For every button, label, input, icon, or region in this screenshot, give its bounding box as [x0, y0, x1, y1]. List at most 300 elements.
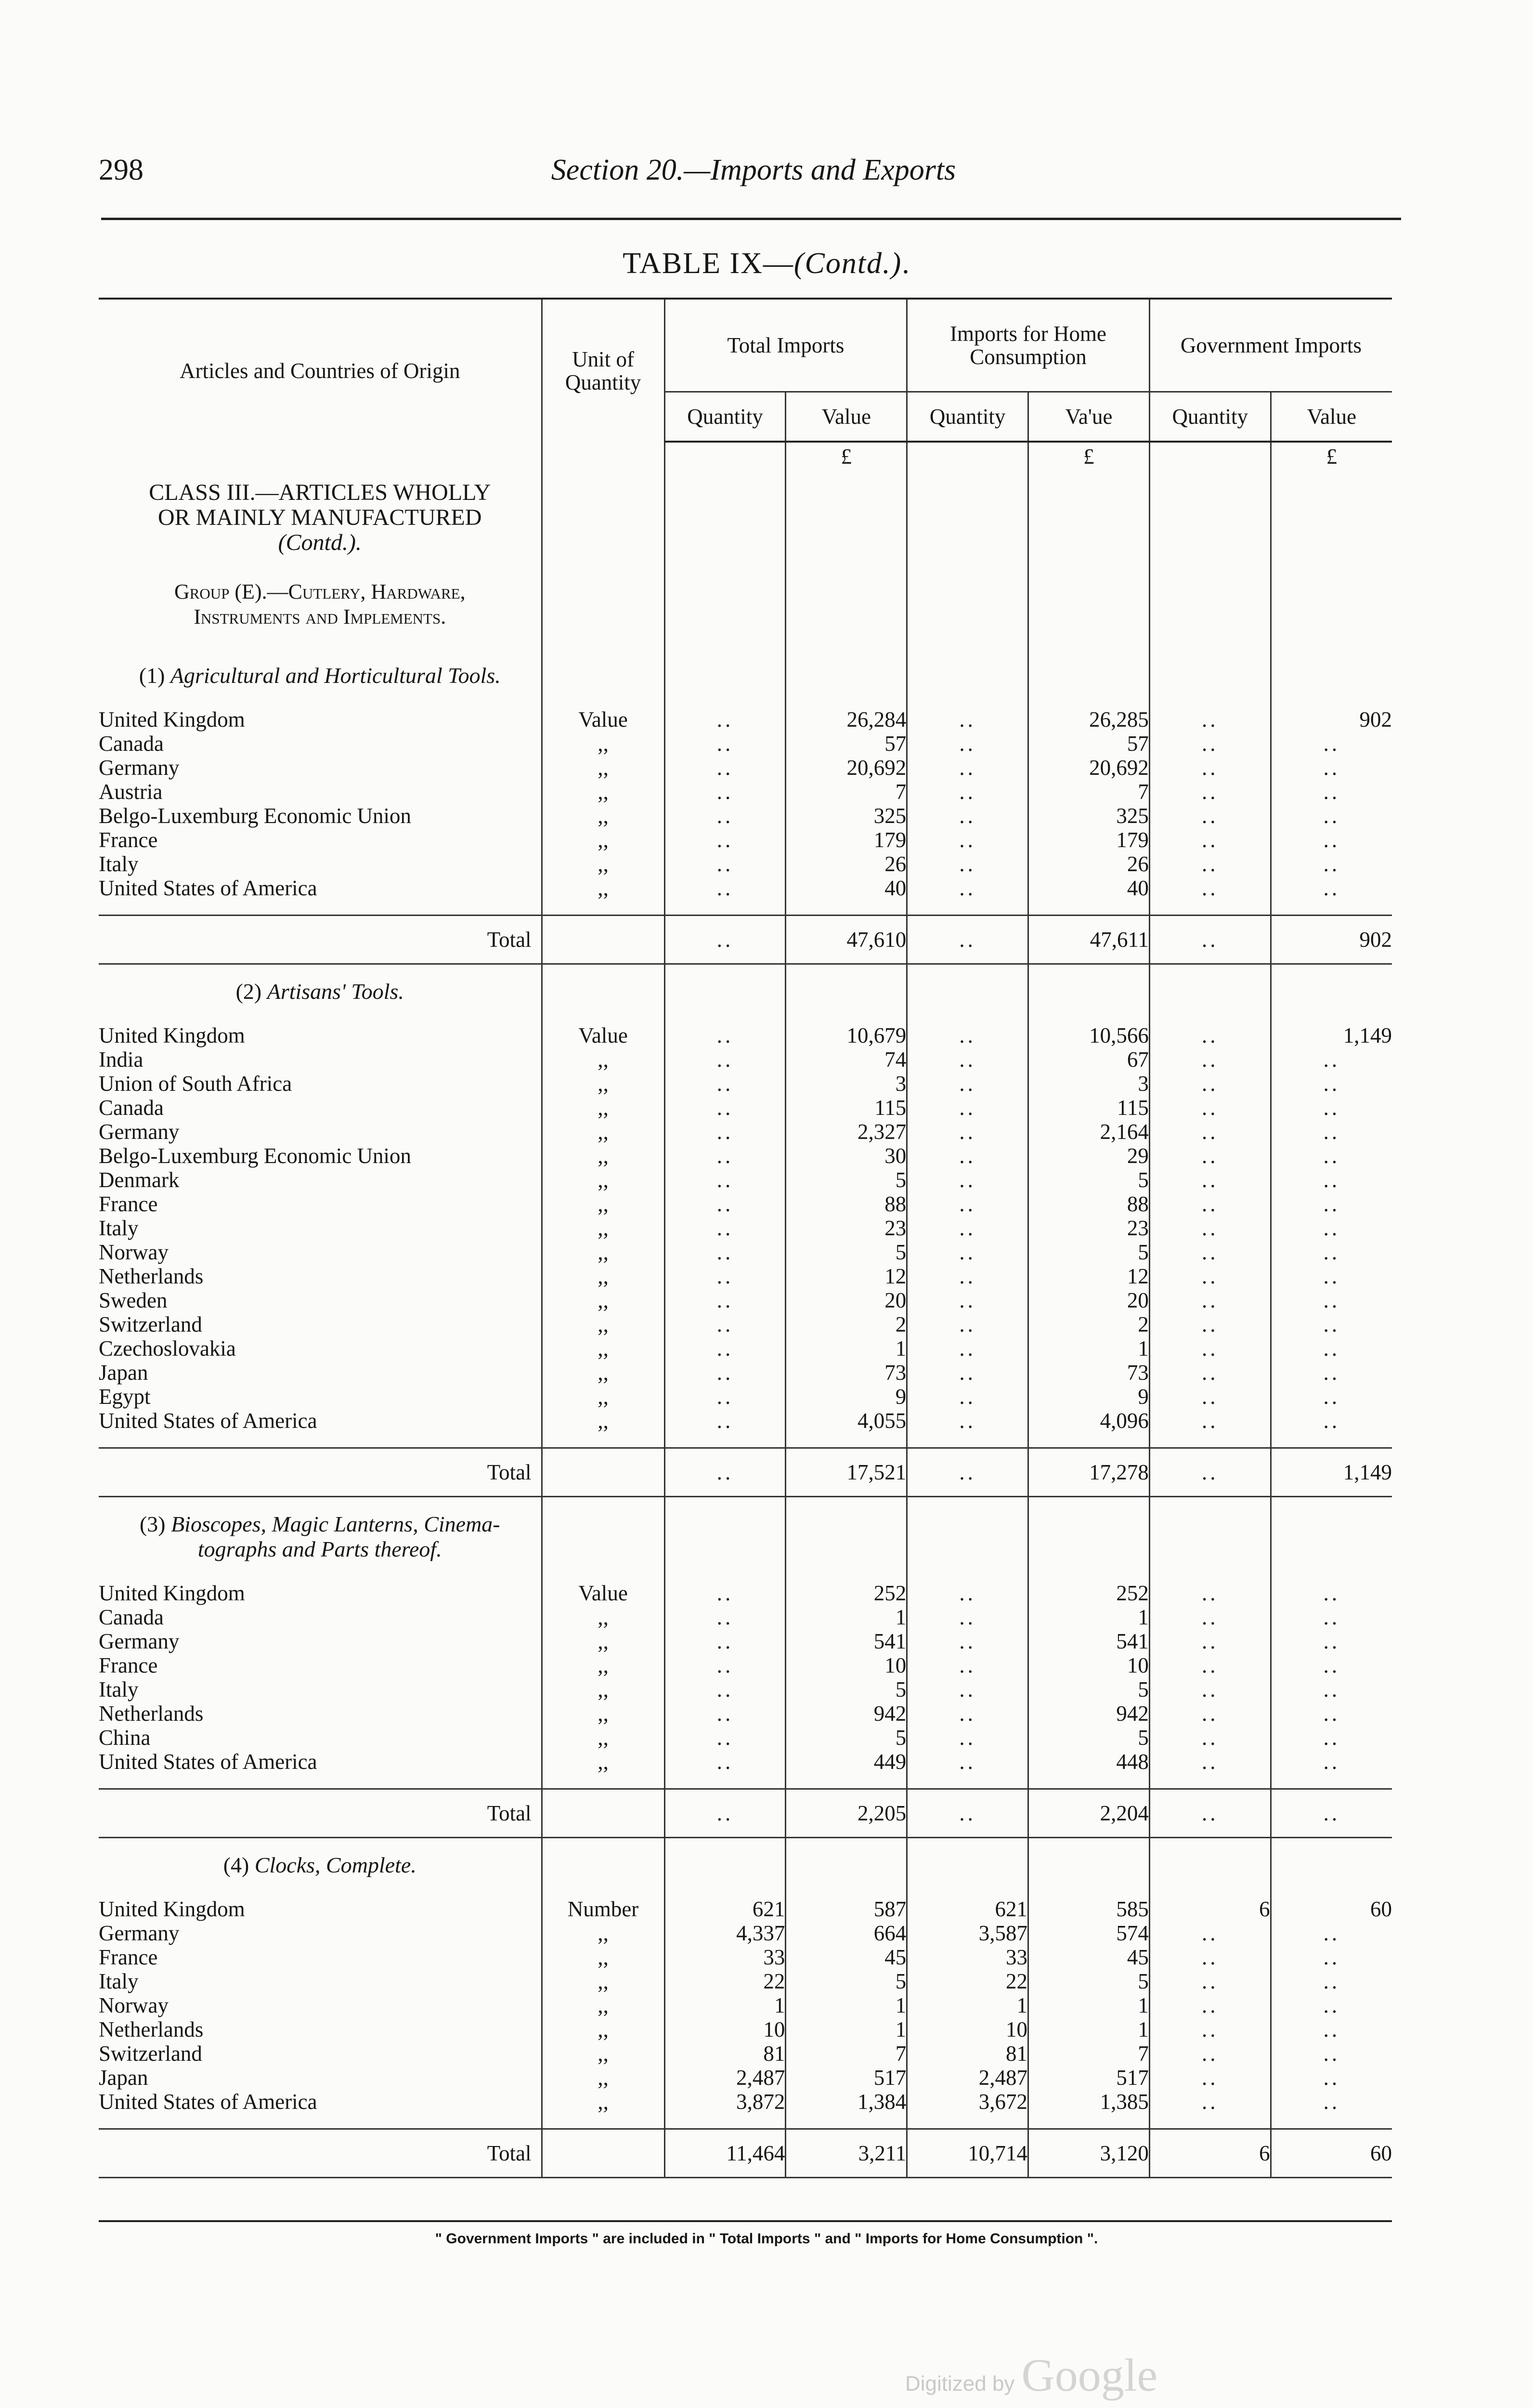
unit-cell: ,,	[542, 1701, 664, 1726]
cell-tv: 7	[786, 2042, 907, 2066]
unit-cell: Value	[542, 1023, 664, 1047]
cell-hv: 1	[1028, 1993, 1150, 2017]
cell-hv: 26,285	[1028, 707, 1150, 732]
cell-tv: 88	[786, 1192, 907, 1216]
country-name: Italy	[99, 852, 139, 876]
cell-tv: 449	[786, 1750, 907, 1774]
cell-tv: 587	[786, 1897, 907, 1921]
cell-tv: 23	[786, 1216, 907, 1240]
cell-gv: 60	[1271, 1897, 1392, 1921]
unit-cell: ,,	[542, 1409, 664, 1433]
cell-hv: 20	[1028, 1288, 1150, 1312]
cell-tq: 81	[664, 2042, 786, 2066]
unit-cell: ,,	[542, 1192, 664, 1216]
total-gq: ..	[1149, 916, 1271, 964]
table-row	[99, 1409, 1392, 1433]
total-label: Total	[99, 1789, 542, 1838]
col-total-quantity: Quantity	[664, 392, 786, 442]
country-cell	[99, 876, 542, 900]
cell-tq: ..	[664, 1072, 786, 1096]
cell-tv: 5	[786, 1168, 907, 1192]
group-heading-line2: Instruments and Implements.	[194, 605, 446, 628]
cell-tq: ..	[664, 1605, 786, 1629]
country-name: United Kingdom	[99, 707, 245, 732]
cell-hv: 20,692	[1028, 756, 1150, 780]
country-cell	[99, 1969, 542, 1993]
country-cell	[99, 1993, 542, 2017]
cell-gq: ..	[1149, 1047, 1271, 1072]
unit-cell: Number	[542, 1897, 664, 1921]
cell-tv: 40	[786, 876, 907, 900]
table-row	[99, 1969, 1392, 1993]
country-name: Sweden	[99, 1288, 168, 1312]
country-cell	[99, 1023, 542, 1047]
country-name: Italy	[99, 1677, 139, 1701]
cell-gv: ..	[1271, 2090, 1392, 2114]
table-row	[99, 1677, 1392, 1701]
table-row	[99, 2042, 1392, 2066]
cell-gq: ..	[1149, 1993, 1271, 2017]
country-name: United Kingdom	[99, 1023, 245, 1047]
cell-tv: 5	[786, 1240, 907, 1264]
cell-tv: 1	[786, 1605, 907, 1629]
cell-gv: ..	[1271, 852, 1392, 876]
cell-gv: ..	[1271, 1216, 1392, 1240]
cell-gv: ..	[1271, 1288, 1392, 1312]
unit-cell: ,,	[542, 1168, 664, 1192]
table-row	[99, 1216, 1392, 1240]
cell-gv: ..	[1271, 828, 1392, 852]
country-name: Netherlands	[99, 1264, 204, 1288]
table-row	[99, 1726, 1392, 1750]
table-row	[99, 1288, 1392, 1312]
cell-hq: ..	[907, 1144, 1028, 1168]
country-name: Netherlands	[99, 1701, 204, 1726]
section-title-line2: tographs and Parts thereof.	[197, 1537, 442, 1561]
table-title-main: TABLE IX—	[623, 247, 794, 280]
cell-hv: 7	[1028, 2042, 1150, 2066]
cell-hq: 22	[907, 1969, 1028, 1993]
section-spacer	[99, 1433, 1392, 1448]
table-row	[99, 1361, 1392, 1385]
group-heading-line1: Group (E).—Cutlery, Hardware,	[174, 580, 466, 603]
section-title: Clocks, Complete.	[254, 1853, 416, 1877]
unit-cell: ,,	[542, 1288, 664, 1312]
cell-gv: ..	[1271, 804, 1392, 828]
cell-hv: 88	[1028, 1192, 1150, 1216]
country-cell	[99, 1385, 542, 1409]
cell-gq: ..	[1149, 1120, 1271, 1144]
cell-gq: ..	[1149, 780, 1271, 804]
currency-gov: £	[1271, 442, 1392, 471]
col-gov-value: Value	[1271, 392, 1392, 442]
cell-hq: ..	[907, 876, 1028, 900]
table-row	[99, 1897, 1392, 1921]
cell-hq: ..	[907, 1409, 1028, 1433]
cell-gq: 6	[1149, 1897, 1271, 1921]
country-name: Germany	[99, 756, 180, 780]
cell-tq: ..	[664, 1336, 786, 1361]
cell-hv: 5	[1028, 1677, 1150, 1701]
total-row	[99, 2129, 1392, 2178]
country-cell	[99, 1726, 542, 1750]
country-cell	[99, 2042, 542, 2066]
cell-hq: ..	[907, 1216, 1028, 1240]
country-cell	[99, 1264, 542, 1288]
cell-gv: ..	[1271, 1144, 1392, 1168]
cell-hq: ..	[907, 852, 1028, 876]
country-name: Denmark	[99, 1168, 180, 1192]
cell-tv: 2,327	[786, 1120, 907, 1144]
country-name: Belgo-Luxemburg Economic Union	[99, 1144, 412, 1168]
cell-tv: 10,679	[786, 1023, 907, 1047]
table-title-end: .	[902, 247, 910, 280]
total-hq: ..	[907, 916, 1028, 964]
cell-gv: ..	[1271, 876, 1392, 900]
unit-cell: ,,	[542, 1629, 664, 1653]
cell-tq: ..	[664, 1653, 786, 1677]
total-tv: 47,610	[786, 916, 907, 964]
cell-tv: 1	[786, 1993, 907, 2017]
cell-hq: 10	[907, 2017, 1028, 2042]
total-hv: 3,120	[1028, 2129, 1150, 2178]
cell-hv: 3	[1028, 1072, 1150, 1096]
col-articles: Articles and Countries of Origin	[99, 299, 542, 442]
header-rule	[101, 218, 1401, 220]
cell-hv: 10,566	[1028, 1023, 1150, 1047]
cell-tv: 26,284	[786, 707, 907, 732]
cell-hv: 1	[1028, 1605, 1150, 1629]
unit-cell: ,,	[542, 1120, 664, 1144]
table-row	[99, 1750, 1392, 1774]
cell-gq: ..	[1149, 1677, 1271, 1701]
section-spacer	[99, 2114, 1392, 2129]
table-row	[99, 1701, 1392, 1726]
country-cell	[99, 1945, 542, 1969]
cell-gv: ..	[1271, 1653, 1392, 1677]
unit-cell: ,,	[542, 2066, 664, 2090]
table-row	[99, 1240, 1392, 1264]
unit-cell: ,,	[542, 828, 664, 852]
cell-hq: ..	[907, 707, 1028, 732]
country-cell	[99, 780, 542, 804]
watermark	[905, 2348, 1157, 2402]
cell-tv: 325	[786, 804, 907, 828]
table-title-contd: (Contd.)	[793, 247, 902, 280]
cell-hv: 67	[1028, 1047, 1150, 1072]
unit-cell: ,,	[542, 2090, 664, 2114]
cell-hv: 4,096	[1028, 1409, 1150, 1433]
country-name: Czechoslovakia	[99, 1336, 236, 1361]
cell-tq: ..	[664, 1216, 786, 1240]
cell-hq: ..	[907, 1750, 1028, 1774]
cell-gv: ..	[1271, 1312, 1392, 1336]
cell-gv: ..	[1271, 1726, 1392, 1750]
cell-tq: ..	[664, 1361, 786, 1385]
cell-gv: ..	[1271, 1750, 1392, 1774]
cell-gq: ..	[1149, 1945, 1271, 1969]
cell-tq: ..	[664, 1629, 786, 1653]
cell-tq: ..	[664, 1726, 786, 1750]
country-cell	[99, 1120, 542, 1144]
cell-tq: ..	[664, 828, 786, 852]
cell-tq: ..	[664, 1581, 786, 1605]
table-row	[99, 707, 1392, 732]
cell-gv: ..	[1271, 1605, 1392, 1629]
cell-tv: 73	[786, 1361, 907, 1385]
cell-gv: ..	[1271, 1264, 1392, 1288]
country-cell	[99, 2090, 542, 2114]
cell-tv: 541	[786, 1629, 907, 1653]
cell-gq: ..	[1149, 1288, 1271, 1312]
total-hv: 2,204	[1028, 1789, 1150, 1838]
cell-tq: ..	[664, 1096, 786, 1120]
section-title: Agricultural and Horticultural Tools.	[170, 663, 501, 688]
cell-hq: ..	[907, 1192, 1028, 1216]
country-cell	[99, 1750, 542, 1774]
total-label: Total	[99, 2129, 542, 2178]
table-row	[99, 1120, 1392, 1144]
cell-gq: ..	[1149, 852, 1271, 876]
cell-hq: ..	[907, 1336, 1028, 1361]
total-gv: ..	[1271, 1789, 1392, 1838]
cell-tv: 179	[786, 828, 907, 852]
unit-cell: ,,	[542, 1605, 664, 1629]
country-name: Canada	[99, 732, 164, 756]
unit-cell: ,,	[542, 2017, 664, 2042]
country-cell	[99, 1361, 542, 1385]
section-number: (2)	[235, 979, 262, 1004]
country-cell	[99, 1144, 542, 1168]
country-cell	[99, 852, 542, 876]
total-hv: 47,611	[1028, 916, 1150, 964]
cell-gv: ..	[1271, 1701, 1392, 1726]
country-cell	[99, 1216, 542, 1240]
unit-cell: Value	[542, 1581, 664, 1605]
cell-hv: 9	[1028, 1385, 1150, 1409]
cell-hq: ..	[907, 756, 1028, 780]
cell-tv: 7	[786, 780, 907, 804]
total-hq: 10,714	[907, 2129, 1028, 2178]
cell-tv: 9	[786, 1385, 907, 1409]
cell-hq: ..	[907, 1288, 1028, 1312]
unit-cell: ,,	[542, 1072, 664, 1096]
cell-hq: ..	[907, 1240, 1028, 1264]
page-header	[99, 153, 1408, 196]
country-name: China	[99, 1726, 151, 1750]
total-tq: ..	[664, 1448, 786, 1497]
cell-gv: ..	[1271, 1168, 1392, 1192]
cell-hq: 621	[907, 1897, 1028, 1921]
cell-gv: ..	[1271, 1409, 1392, 1433]
cell-tq: 2,487	[664, 2066, 786, 2090]
table-row	[99, 1605, 1392, 1629]
table-body	[99, 442, 1392, 2178]
unit-cell: ,,	[542, 1969, 664, 1993]
cell-hv: 23	[1028, 1216, 1150, 1240]
unit-cell: ,,	[542, 804, 664, 828]
section-spacer	[99, 900, 1392, 916]
cell-tq: 3,872	[664, 2090, 786, 2114]
cell-gv: ..	[1271, 756, 1392, 780]
unit-cell: ,,	[542, 1361, 664, 1385]
country-name: France	[99, 828, 158, 852]
table-row	[99, 2017, 1392, 2042]
cell-gv: ..	[1271, 1629, 1392, 1653]
unit-cell: ,,	[542, 852, 664, 876]
cell-tv: 2	[786, 1312, 907, 1336]
unit-cell: ,,	[542, 876, 664, 900]
country-name: Norway	[99, 1240, 169, 1264]
cell-tv: 5	[786, 1726, 907, 1750]
cell-hq: ..	[907, 1605, 1028, 1629]
cell-hv: 29	[1028, 1144, 1150, 1168]
cell-hv: 325	[1028, 804, 1150, 828]
table-row	[99, 1096, 1392, 1120]
country-cell	[99, 1312, 542, 1336]
col-gov-quantity: Quantity	[1149, 392, 1271, 442]
table-row	[99, 804, 1392, 828]
cell-gv: ..	[1271, 2017, 1392, 2042]
cell-hq: ..	[907, 1653, 1028, 1677]
cell-tv: 12	[786, 1264, 907, 1288]
cell-hq: 33	[907, 1945, 1028, 1969]
cell-hq: 1	[907, 1993, 1028, 2017]
cell-hq: ..	[907, 1047, 1028, 1072]
unit-cell: ,,	[542, 1144, 664, 1168]
cell-tq: ..	[664, 1409, 786, 1433]
cell-tq: 22	[664, 1969, 786, 1993]
unit-cell: ,,	[542, 732, 664, 756]
table-row	[99, 1144, 1392, 1168]
cell-gv: ..	[1271, 1120, 1392, 1144]
currency-total: £	[786, 442, 907, 471]
table-row	[99, 876, 1392, 900]
section-title: Artisans' Tools.	[267, 979, 404, 1004]
cell-tq: ..	[664, 732, 786, 756]
country-name: France	[99, 1653, 158, 1677]
table-row	[99, 1192, 1392, 1216]
cell-tq: ..	[664, 756, 786, 780]
unit-cell: ,,	[542, 1945, 664, 1969]
table-row	[99, 852, 1392, 876]
table-row	[99, 1023, 1392, 1047]
cell-gq: ..	[1149, 1385, 1271, 1409]
unit-cell: ,,	[542, 1750, 664, 1774]
total-tq: ..	[664, 1789, 786, 1838]
section-heading	[99, 964, 542, 1024]
unit-cell: ,,	[542, 1385, 664, 1409]
group-heading-row	[99, 570, 1392, 649]
cell-tq: ..	[664, 1023, 786, 1047]
cell-hv: 40	[1028, 876, 1150, 900]
cell-gq: ..	[1149, 876, 1271, 900]
unit-cell: Value	[542, 707, 664, 732]
cell-hv: 2,164	[1028, 1120, 1150, 1144]
total-tv: 3,211	[786, 2129, 907, 2178]
cell-hv: 5	[1028, 1240, 1150, 1264]
country-name: France	[99, 1192, 158, 1216]
cell-hv: 5	[1028, 1726, 1150, 1750]
country-name: Italy	[99, 1969, 139, 1993]
cell-tv: 74	[786, 1047, 907, 1072]
cell-gv: ..	[1271, 1361, 1392, 1385]
unit-cell: ,,	[542, 2042, 664, 2066]
cell-gv: ..	[1271, 1581, 1392, 1605]
cell-gv: ..	[1271, 1096, 1392, 1120]
country-name: Canada	[99, 1096, 164, 1120]
cell-gq: ..	[1149, 1336, 1271, 1361]
country-cell	[99, 1581, 542, 1605]
cell-hq: ..	[907, 1096, 1028, 1120]
country-name: Italy	[99, 1216, 139, 1240]
cell-hq: 2,487	[907, 2066, 1028, 2090]
country-name: Canada	[99, 1605, 164, 1629]
country-cell	[99, 1629, 542, 1653]
cell-tq: ..	[664, 876, 786, 900]
cell-hq: ..	[907, 1701, 1028, 1726]
cell-hv: 1	[1028, 2017, 1150, 2042]
cell-tq: ..	[664, 780, 786, 804]
cell-tv: 20	[786, 1288, 907, 1312]
country-cell	[99, 1701, 542, 1726]
total-tq: 11,464	[664, 2129, 786, 2178]
cell-tv: 20,692	[786, 756, 907, 780]
table-row	[99, 1264, 1392, 1288]
col-total-imports: Total Imports	[664, 299, 907, 392]
cell-tv: 115	[786, 1096, 907, 1120]
total-gq: 6	[1149, 2129, 1271, 2178]
country-name: India	[99, 1047, 143, 1072]
unit-cell: ,,	[542, 1653, 664, 1677]
cell-gv: ..	[1271, 1945, 1392, 1969]
unit-cell: ,,	[542, 1726, 664, 1750]
unit-cell: ,,	[542, 1240, 664, 1264]
cell-gq: ..	[1149, 1144, 1271, 1168]
cell-gv: ..	[1271, 1072, 1392, 1096]
table-row	[99, 756, 1392, 780]
table-title	[0, 247, 1533, 281]
section-spacer	[99, 1774, 1392, 1789]
currency-home: £	[1028, 442, 1150, 471]
cell-gq: ..	[1149, 1216, 1271, 1240]
cell-gv: ..	[1271, 1921, 1392, 1945]
cell-gq: ..	[1149, 2017, 1271, 2042]
cell-hq: 81	[907, 2042, 1028, 2066]
cell-gq: ..	[1149, 1240, 1271, 1264]
cell-gq: ..	[1149, 1921, 1271, 1945]
cell-gq: ..	[1149, 2042, 1271, 2066]
cell-hq: ..	[907, 1385, 1028, 1409]
cell-tv: 664	[786, 1921, 907, 1945]
class-heading-row	[99, 471, 1392, 570]
cell-tv: 1	[786, 2017, 907, 2042]
cell-gv: ..	[1271, 1047, 1392, 1072]
unit-cell: ,,	[542, 1921, 664, 1945]
section-heading-row	[99, 1838, 1392, 1898]
cell-tv: 1,384	[786, 2090, 907, 2114]
cell-gq: ..	[1149, 1072, 1271, 1096]
table-row	[99, 780, 1392, 804]
cell-gq: ..	[1149, 1361, 1271, 1385]
cell-gq: ..	[1149, 1701, 1271, 1726]
unit-cell: ,,	[542, 1993, 664, 2017]
cell-tq: ..	[664, 1240, 786, 1264]
country-cell	[99, 1897, 542, 1921]
class-heading-line1: CLASS III.—ARTICLES WHOLLY	[149, 480, 491, 505]
section-heading-row	[99, 964, 1392, 1024]
watermark-brand: Google	[1021, 2349, 1158, 2401]
